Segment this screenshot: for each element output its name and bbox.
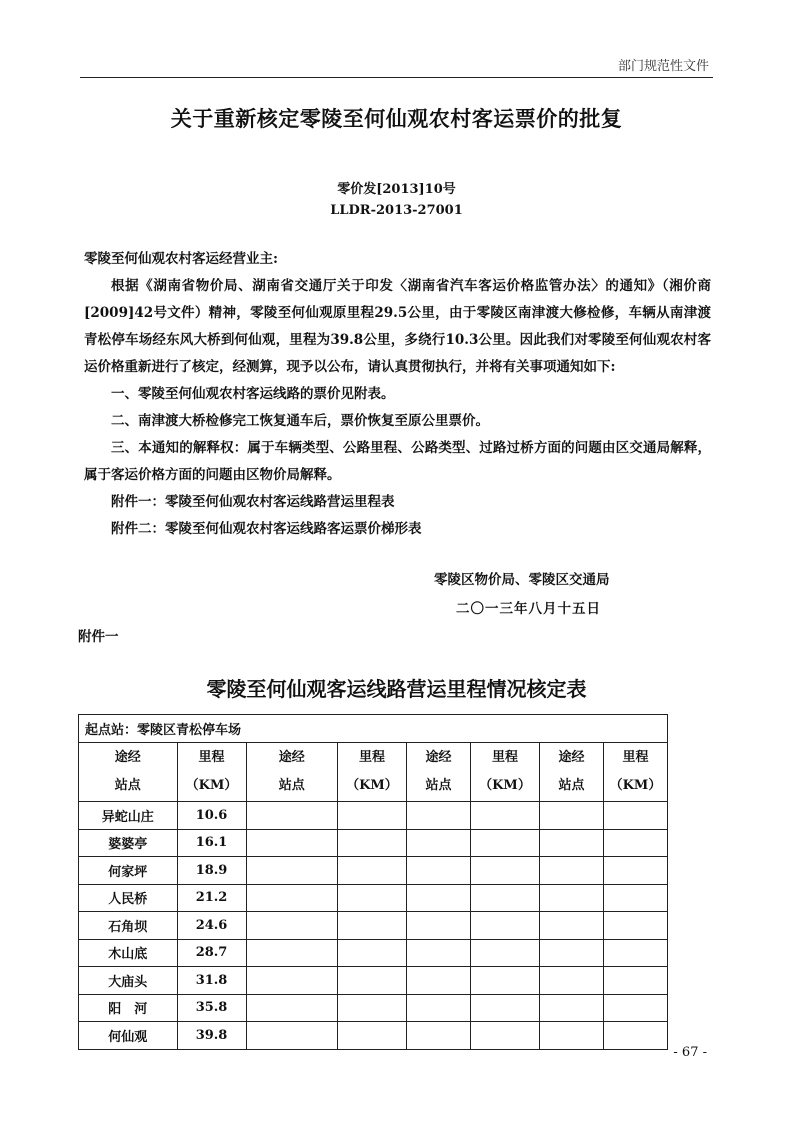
station-cell: 婆婆亭: [79, 829, 178, 857]
table-title: 零陵至何仙观客运线路营运里程情况核定表: [206, 677, 587, 701]
station-cell: 石角坝: [79, 912, 178, 940]
header-km-3: 里程 （KM）: [470, 743, 539, 802]
addressee: 零陵至何仙观农村客运经营业主:: [84, 251, 278, 267]
document-id: LLDR-2013-27001: [330, 203, 463, 218]
signature-department: 零陵区物价局、零陵区交通局: [434, 572, 610, 588]
attachment-label: 附件一: [78, 629, 119, 645]
table-header-row: [79, 743, 668, 802]
station-cell: 何仙观: [79, 1022, 178, 1050]
header-station-3: 途经 站点: [406, 743, 470, 802]
table-row: [79, 1022, 668, 1050]
km-cell: 10.6: [177, 802, 246, 830]
header-rule: [80, 77, 713, 78]
table-row: [79, 967, 668, 995]
station-cell: 异蛇山庄: [79, 802, 178, 830]
page-number: - 67 -: [673, 1045, 707, 1060]
km-cell: 16.1: [177, 829, 246, 857]
table-row: [79, 994, 668, 1022]
header-station-1: 途经 站点: [79, 743, 178, 802]
station-cell: 何家坪: [79, 857, 178, 885]
table-row: [79, 884, 668, 912]
header-km-2: 里程 （KM）: [337, 743, 406, 802]
header-label: 部门规范性文件: [617, 59, 709, 74]
paragraph-attachment-1: 附件一：零陵至何仙观农村客运线路营运里程表: [111, 494, 395, 510]
table-row: [79, 939, 668, 967]
document-body: [84, 273, 711, 543]
km-cell: 21.2: [177, 884, 246, 912]
header-km-4: 里程 （KM）: [603, 743, 667, 802]
start-station-cell: 起点站：零陵区青松停车场: [79, 715, 668, 743]
station-cell: 大庙头: [79, 967, 178, 995]
signature-date: 二〇一三年八月十五日: [456, 601, 601, 617]
station-cell: 阳 河: [79, 994, 178, 1022]
paragraph-item-2: 二、南津渡大桥检修完工恢复通车后，票价恢复至原公里票价。: [111, 413, 489, 429]
header-km-1: 里程 （KM）: [177, 743, 246, 802]
km-cell: 39.8: [177, 1022, 246, 1050]
km-cell: 28.7: [177, 939, 246, 967]
km-cell: 35.8: [177, 994, 246, 1022]
paragraph-attachment-2: 附件二：零陵至何仙观农村客运线路客运票价梯形表: [111, 521, 422, 537]
header-station-4: 途经 站点: [540, 743, 604, 802]
paragraph-basis: 根据《湖南省物价局、湖南省交通厅关于印发〈湖南省汽车客运价格监管办法〉的通知》（湘价商[2009]42号文件）精神，零陵至何仙观原里程29.5公里，由于零陵区南津渡大修检修，车辆从南津渡青松停车场经东风大桥到何仙观，里程为39.8公里，多绕行10.3公里。因此我们对零陵至何仙观农村客运价格重新进行了核定，经测算，现予以公布，请认真贯彻执行，并将有关事项通知如下:: [84, 278, 711, 375]
km-cell: 31.8: [177, 967, 246, 995]
station-cell: 木山底: [79, 939, 178, 967]
document-number: 零价发[2013]10号: [337, 182, 456, 197]
route-mileage-table: [78, 714, 668, 1050]
table-row: [79, 829, 668, 857]
header-station-2: 途经 站点: [246, 743, 337, 802]
paragraph-item-1: 一、零陵至何仙观农村客运线路的票价见附表。: [111, 386, 395, 402]
km-cell: 24.6: [177, 912, 246, 940]
document-title: 关于重新核定零陵至何仙观农村客运票价的批复: [170, 107, 623, 131]
km-cell: 18.9: [177, 857, 246, 885]
paragraph-item-3: 三、本通知的解释权：属于车辆类型、公路里程、公路类型、过路过桥方面的问题由区交通局解释，属于客运价格方面的问题由区物价局解释。: [84, 440, 711, 483]
station-cell: 人民桥: [79, 884, 178, 912]
table-row: [79, 912, 668, 940]
table-row: [79, 802, 668, 830]
table-row: [79, 857, 668, 885]
